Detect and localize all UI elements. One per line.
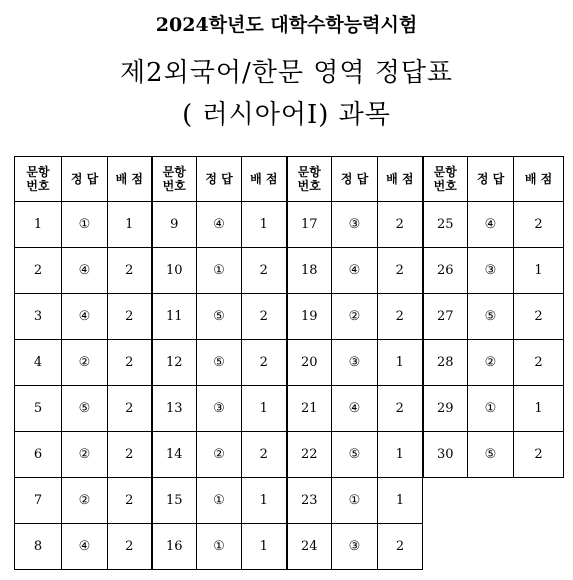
question-number: 28 [423, 340, 468, 386]
answer-key-table [14, 156, 564, 570]
answer-cell: ⑤ [332, 432, 378, 478]
points-cell: 2 [242, 248, 287, 294]
points-cell: 2 [108, 340, 152, 386]
answer-cell: ④ [468, 202, 514, 248]
answer-cell: ② [197, 432, 242, 478]
col-header-number: 문항 번호 [287, 157, 332, 202]
col-header-points: 배 점 [242, 157, 287, 202]
table-row [15, 386, 564, 432]
answer-cell: ① [332, 478, 378, 524]
points-cell: 2 [108, 386, 152, 432]
table-row [15, 294, 564, 340]
col-header-answer: 정 답 [468, 157, 514, 202]
answer-cell: ① [468, 386, 514, 432]
answer-cell: ① [197, 524, 242, 570]
points-cell: 1 [514, 386, 564, 432]
question-number: 5 [15, 386, 62, 432]
empty-cell [468, 478, 514, 524]
question-number: 23 [287, 478, 332, 524]
answer-cell: ① [197, 248, 242, 294]
points-cell: 2 [108, 524, 152, 570]
points-cell: 1 [108, 202, 152, 248]
answer-cell: ② [468, 340, 514, 386]
question-number: 26 [423, 248, 468, 294]
points-cell: 2 [378, 386, 423, 432]
points-cell: 2 [108, 248, 152, 294]
question-number: 29 [423, 386, 468, 432]
points-cell: 2 [108, 294, 152, 340]
section-title: 제2외국어/한문 영역 정답표 [119, 58, 454, 88]
answer-cell: ⑤ [197, 340, 242, 386]
points-cell: 1 [378, 340, 423, 386]
answer-cell: ② [62, 432, 108, 478]
answer-cell: ④ [62, 294, 108, 340]
answer-cell: ③ [332, 202, 378, 248]
question-number: 7 [15, 478, 62, 524]
answer-cell: ② [332, 294, 378, 340]
points-cell: 2 [378, 248, 423, 294]
col-header-points: 배 점 [378, 157, 423, 202]
question-number: 6 [15, 432, 62, 478]
answer-cell: ⑤ [468, 432, 514, 478]
points-cell: 2 [108, 432, 152, 478]
question-number: 4 [15, 340, 62, 386]
points-cell: 2 [514, 432, 564, 478]
points-cell: 2 [242, 294, 287, 340]
points-cell: 1 [378, 432, 423, 478]
empty-cell [423, 524, 468, 570]
col-header-points: 배 점 [108, 157, 152, 202]
points-cell: 2 [242, 432, 287, 478]
answer-cell: ④ [332, 248, 378, 294]
answer-cell: ⑤ [468, 294, 514, 340]
answer-cell: ④ [332, 386, 378, 432]
answer-cell: ① [62, 202, 108, 248]
answer-cell: ③ [468, 248, 514, 294]
points-cell: 2 [108, 478, 152, 524]
points-cell: 1 [242, 524, 287, 570]
answer-cell: ③ [332, 340, 378, 386]
points-cell: 1 [242, 478, 287, 524]
col-header-number: 문항 번호 [423, 157, 468, 202]
question-number: 19 [287, 294, 332, 340]
points-cell: 1 [378, 478, 423, 524]
question-number: 24 [287, 524, 332, 570]
answer-cell: ④ [197, 202, 242, 248]
col-header-answer: 정 답 [62, 157, 108, 202]
points-cell: 2 [378, 294, 423, 340]
points-cell: 1 [242, 386, 287, 432]
question-number: 30 [423, 432, 468, 478]
question-number: 16 [152, 524, 197, 570]
question-number: 22 [287, 432, 332, 478]
answer-cell: ① [197, 478, 242, 524]
question-number: 11 [152, 294, 197, 340]
table-row [15, 202, 564, 248]
col-header-number: 문항 번호 [152, 157, 197, 202]
points-cell: 1 [514, 248, 564, 294]
points-cell: 2 [378, 524, 423, 570]
table-row [15, 524, 564, 570]
col-header-answer: 정 답 [332, 157, 378, 202]
question-number: 3 [15, 294, 62, 340]
col-header-number: 문항 번호 [15, 157, 62, 202]
question-number: 17 [287, 202, 332, 248]
question-number: 9 [152, 202, 197, 248]
answer-cell: ③ [197, 386, 242, 432]
question-number: 27 [423, 294, 468, 340]
question-number: 18 [287, 248, 332, 294]
col-header-answer: 정 답 [197, 157, 242, 202]
answer-cell: ⑤ [62, 386, 108, 432]
empty-cell [514, 478, 564, 524]
answer-cell: ② [62, 340, 108, 386]
question-number: 10 [152, 248, 197, 294]
question-number: 13 [152, 386, 197, 432]
subject-title: ( 러시아어Ⅰ) 과목 [182, 100, 391, 130]
points-cell: 2 [514, 340, 564, 386]
answer-cell: ⑤ [197, 294, 242, 340]
question-number: 20 [287, 340, 332, 386]
answer-cell: ④ [62, 248, 108, 294]
question-number: 2 [15, 248, 62, 294]
empty-cell [514, 524, 564, 570]
table-row [15, 248, 564, 294]
question-number: 21 [287, 386, 332, 432]
exam-title: 2024학년도 대학수학능력시험 [155, 14, 418, 36]
points-cell: 2 [242, 340, 287, 386]
question-number: 15 [152, 478, 197, 524]
table-row [15, 478, 564, 524]
empty-cell [468, 524, 514, 570]
points-cell: 2 [514, 202, 564, 248]
answer-cell: ② [62, 478, 108, 524]
question-number: 1 [15, 202, 62, 248]
question-number: 25 [423, 202, 468, 248]
answer-cell: ④ [62, 524, 108, 570]
table-row [15, 340, 564, 386]
points-cell: 1 [242, 202, 287, 248]
col-header-points: 배 점 [514, 157, 564, 202]
question-number: 12 [152, 340, 197, 386]
empty-cell [423, 478, 468, 524]
points-cell: 2 [378, 202, 423, 248]
answer-cell: ③ [332, 524, 378, 570]
question-number: 8 [15, 524, 62, 570]
table-row [15, 432, 564, 478]
header-row [15, 157, 564, 202]
points-cell: 2 [514, 294, 564, 340]
question-number: 14 [152, 432, 197, 478]
